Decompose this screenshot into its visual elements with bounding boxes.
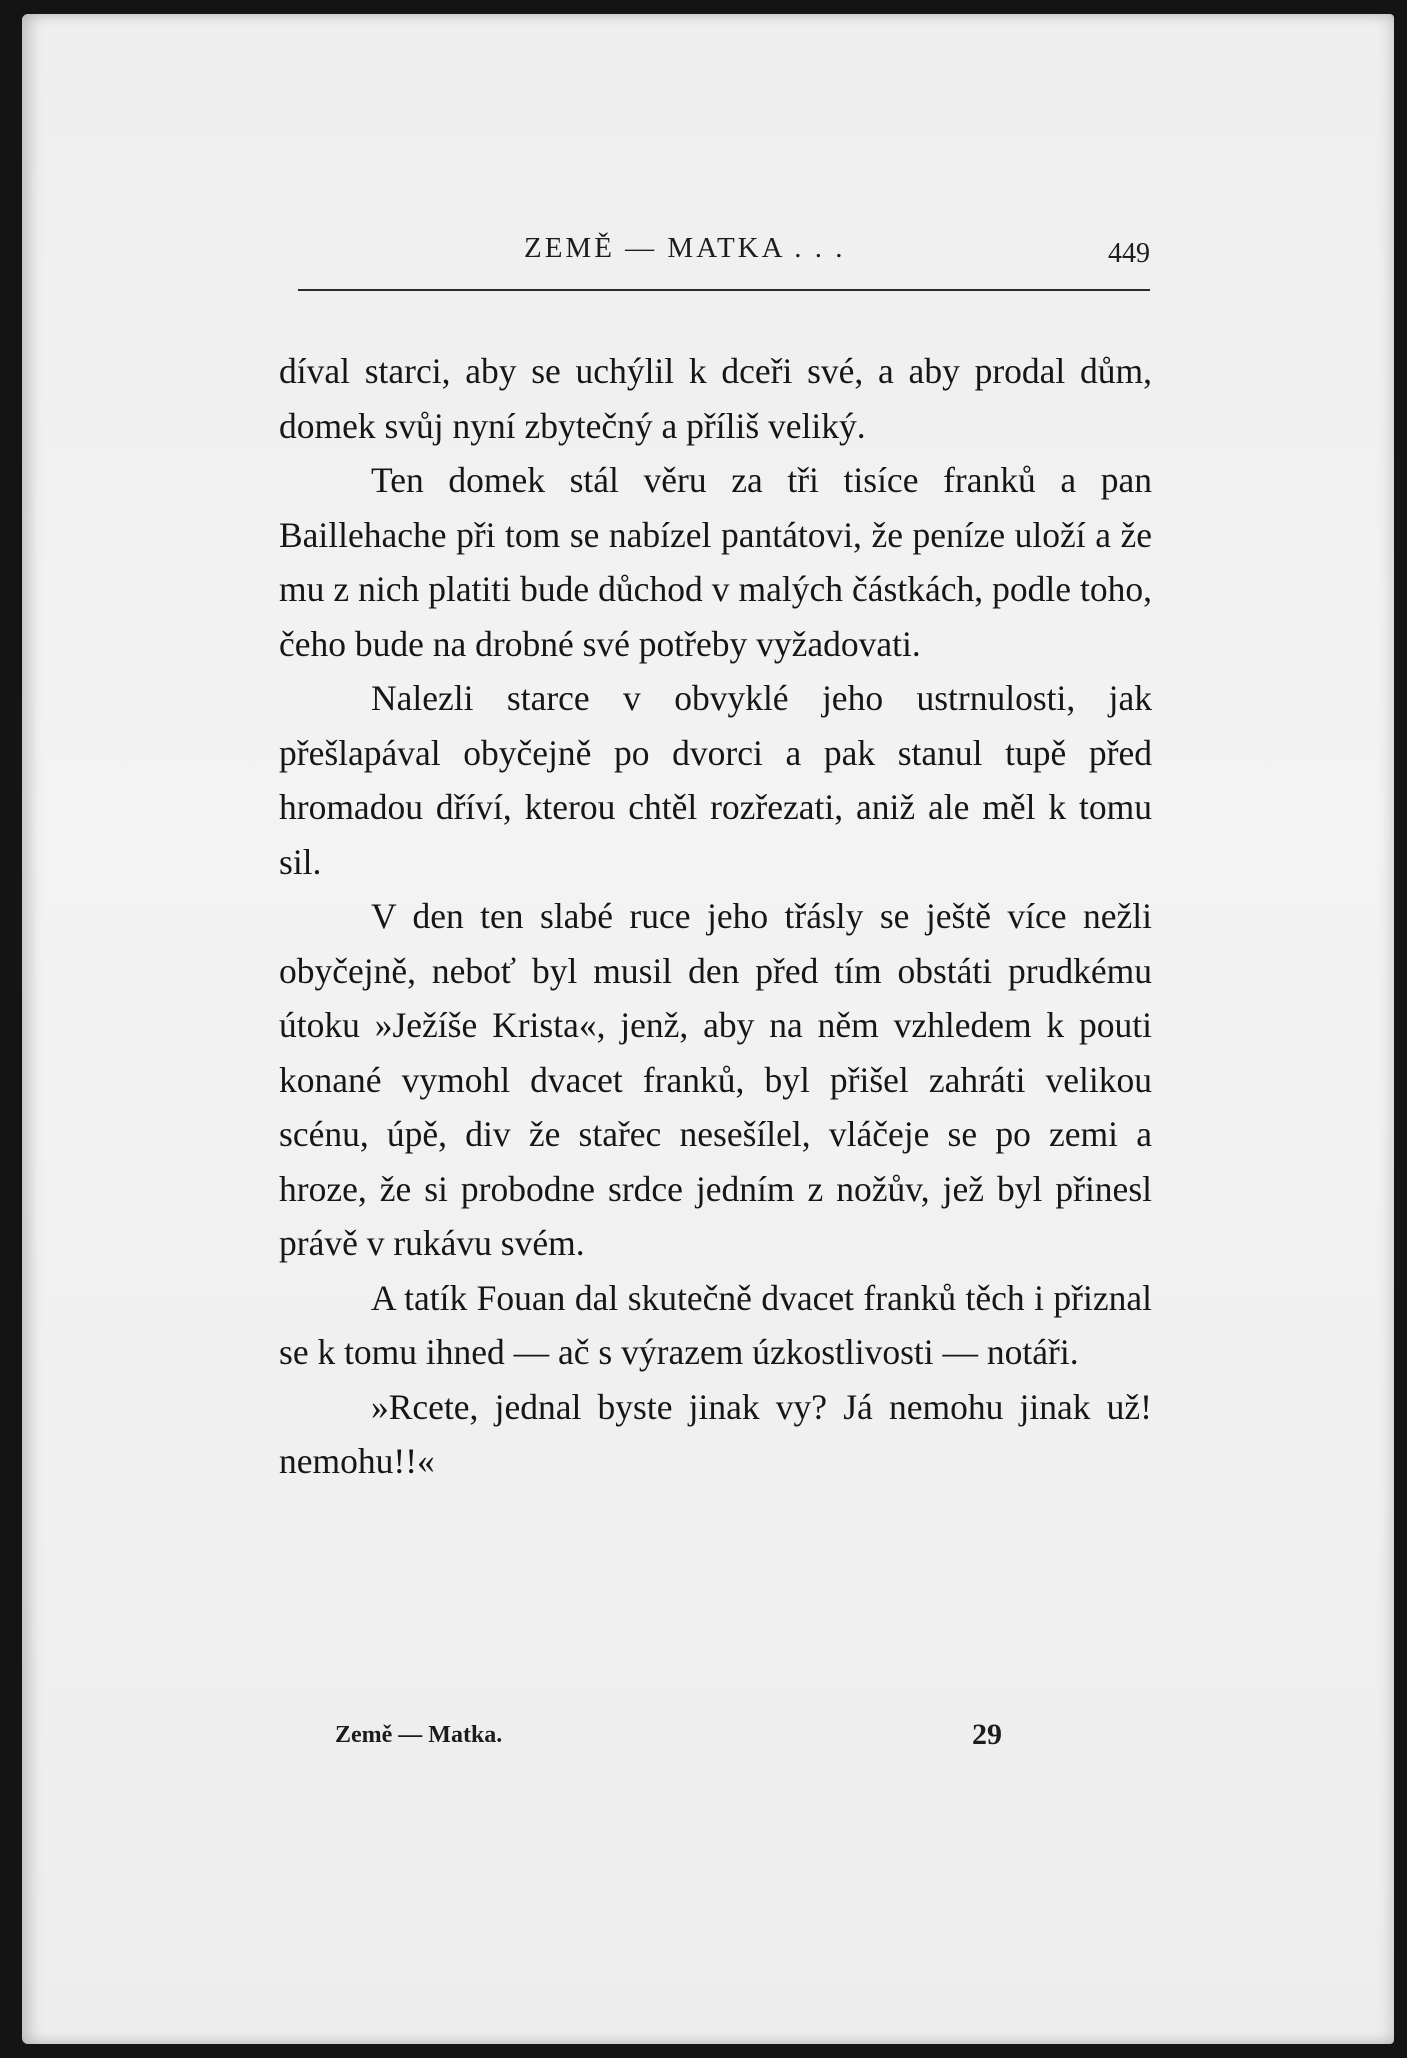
signature-number: 29 — [972, 1718, 1002, 1751]
signature-mark: Země — Matka. — [335, 1722, 503, 1748]
page-header — [279, 232, 1150, 280]
body-text — [279, 344, 1152, 1489]
paragraph: Ten domek stál věru za tři tisíce franků a pan Baillehache při tom se nabízel pantátovi, že peníze uloží a že mu z nich platiti bude důchod v malých částkách, podle toho, čeho bude na drobné své potřeby vyžadovati. — [279, 460, 1152, 664]
paragraph: A tatík Fouan dal skutečně dvacet franků těch i přiznal se k tomu ihned — ač s výrazem úzkostlivosti — notáři. — [279, 1277, 1152, 1372]
page-number: 449 — [1108, 238, 1150, 269]
running-title: ZEMĚ — MATKA . . . — [524, 232, 846, 264]
paragraph: »Rcete, jednal byste jinak vy? Já nemohu jinak už! nemohu!!« — [279, 1386, 1152, 1481]
paragraph: V den ten slabé ruce jeho třásly se ještě více nežli obyčejně, neboť byl musil den před tím obstáti prudkému útoku »Ježíše Krista«, jenž, aby na něm vzhledem k pouti konané vymohl dvacet franků, byl přišel zahráti velikou scénu, úpě, div že stařec nesešílel, vláčeje se po zemi a hroze, že si probodne srdce jedním z nožův, jež byl přinesl právě v rukávu svém. — [279, 896, 1152, 1263]
paragraph: Nalezli starce v obvyklé jeho ustrnulosti, jak přešlapával obyčejně po dvorci a pak stanul tupě před hromadou dříví, kterou chtěl rozřezati, aniž ale měl k tomu sil. — [279, 678, 1152, 882]
paragraph: díval starci, aby se uchýlil k dceři své, a aby prodal dům, domek svůj nyní zbytečný a příliš veliký. — [279, 351, 1152, 446]
page-footer — [335, 1718, 1015, 1762]
header-rule — [298, 289, 1150, 291]
